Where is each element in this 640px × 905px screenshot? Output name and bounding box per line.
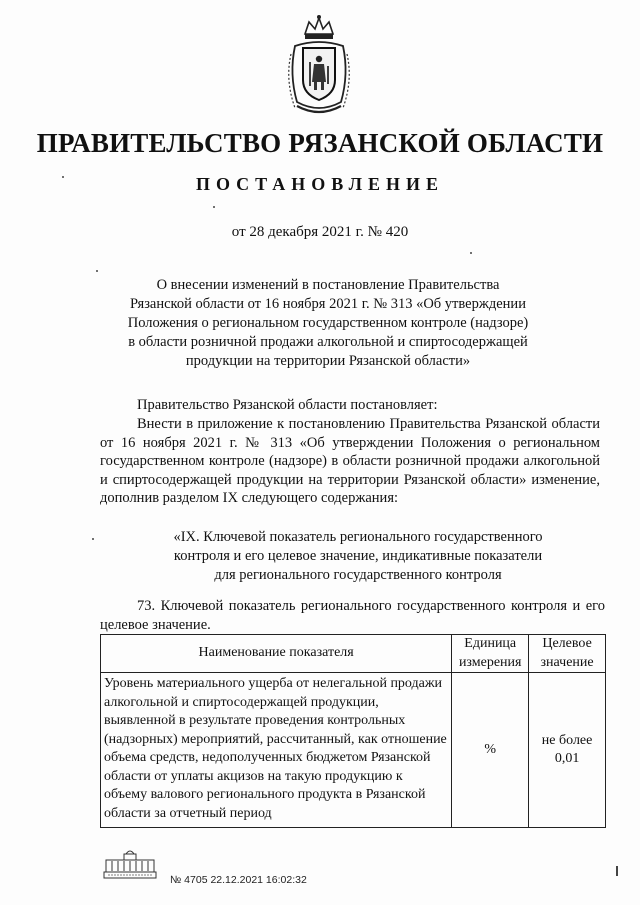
section-heading-line: «IX. Ключевой показатель регионального государственного xyxy=(173,529,543,545)
subject-line: в области розничной продажи алкогольной и спиртосодержащей xyxy=(128,334,528,350)
section-heading xyxy=(138,528,578,585)
coat-of-arms-icon xyxy=(283,14,355,118)
scan-speck xyxy=(616,866,618,876)
document-subject xyxy=(108,276,548,371)
section-heading-line: контроля и его целевое значение, индикативные показатели xyxy=(173,548,543,564)
preamble: Правительство Рязанской области постановляет: xyxy=(137,397,438,413)
subject-line: Положения о региональном государственном контроле (надзоре) xyxy=(127,315,529,331)
cell-indicator-name: Уровень материального ущерба от нелегальной продажи алкогольной и спиртосодержащей продукции, выявленной в результате проведения контрольных (надзорных) мероприятий, рассчитанный, как отношение объема средств, недополученных бюджетом Рязанской области от уплаты акцизов на такую продукцию к объему валового регионального продукта в Рязанской области за отчетный период xyxy=(101,673,452,828)
subject-line: Рязанской области от 16 ноября 2021 г. № 313 «Об утверждении xyxy=(130,296,526,312)
main-paragraph: Внести в приложение к постановлению Правительства Рязанской области от 16 ноября 2021 г. № 313 «Об утверждении Положения о региональном государственном контроле (надзоре) в области розничной продажи алкогольной и спиртосодержащей продукции на территории Рязанской области» изменение, дополнив разделом IX следующего содержания: xyxy=(100,416,600,507)
cell-unit: % xyxy=(452,673,529,828)
document-registration-id: № 4705 22.12.2021 16:02:32 xyxy=(170,874,307,886)
section-heading-line: для регионального государственного контроля xyxy=(214,567,502,583)
scan-speck xyxy=(96,270,98,272)
header-unit: Единица измерения xyxy=(452,635,529,673)
subject-line: О внесении изменений в постановление Правительства xyxy=(156,277,500,293)
kpi-table xyxy=(100,634,606,828)
subject-line: продукции на территории Рязанской области» xyxy=(185,353,471,369)
document-type: ПОСТАНОВЛЕНИЕ xyxy=(195,174,445,194)
table-row xyxy=(101,673,606,828)
header-target: Целевое значение xyxy=(529,635,606,673)
header-name: Наименование показателя xyxy=(101,635,452,673)
document-date-number: от 28 декабря 2021 г. № 420 xyxy=(231,224,409,240)
building-stamp-icon xyxy=(102,848,158,880)
scan-speck xyxy=(470,252,472,254)
paragraph-73: 73. Ключевой показатель регионального государственного контроля и его целевое значение. xyxy=(100,598,605,633)
scan-speck xyxy=(62,176,64,178)
cell-target: не более 0,01 xyxy=(529,673,606,828)
scan-speck xyxy=(92,538,94,540)
table-header-row xyxy=(101,635,606,673)
scan-speck xyxy=(213,206,215,208)
organization-title: ПРАВИТЕЛЬСТВО РЯЗАНСКОЙ ОБЛАСТИ xyxy=(36,128,604,158)
